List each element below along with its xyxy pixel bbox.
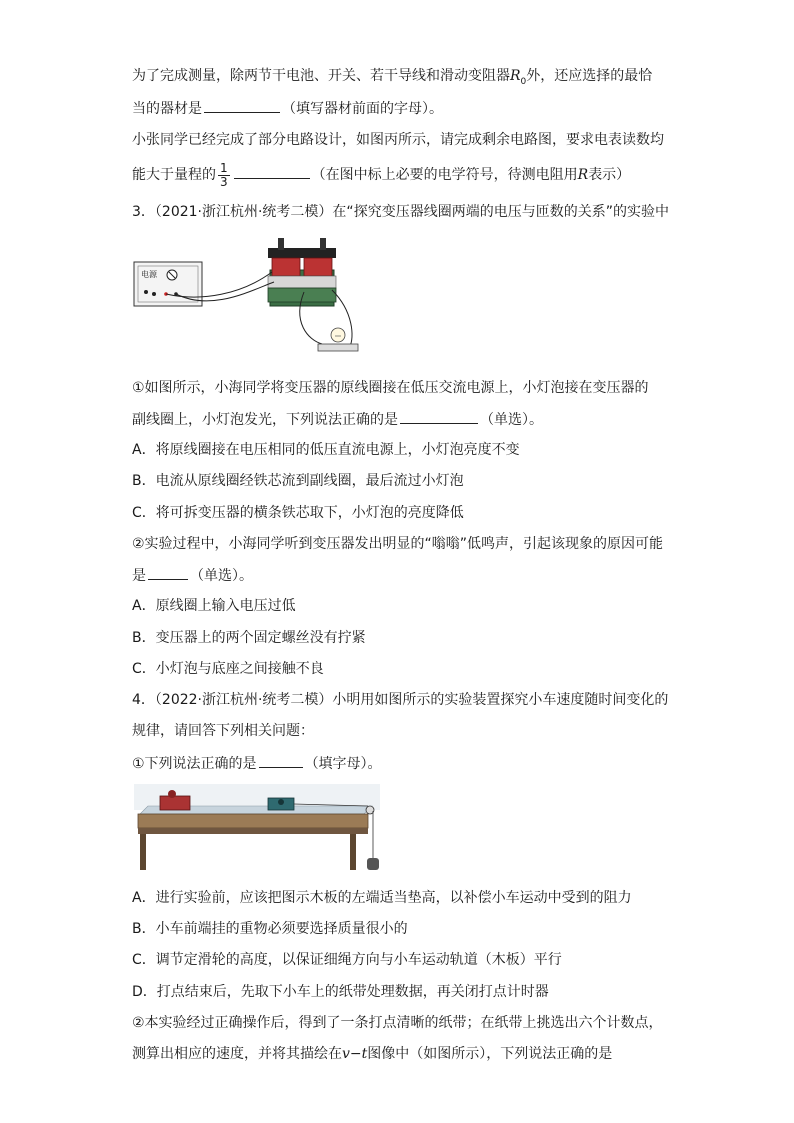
q3-text: （单选）。 [190, 568, 253, 584]
option-text: C．小灯泡与底座之间接触不良 [132, 661, 324, 677]
resistor-symbol: R [510, 68, 521, 84]
cart-weight [278, 799, 284, 805]
option-text: C．调节定滑轮的高度，以保证细绳方向与小车运动轨道（木板）平行 [132, 952, 562, 968]
option-text: B．小车前端挂的重物必须要选择质量很小的 [132, 921, 408, 937]
q4-title-line-1 [132, 690, 668, 710]
answer-blank[interactable] [259, 753, 303, 768]
timer-icon [160, 796, 190, 810]
q4-text: ②本实验经过正确操作后，得到了一条打点清晰的纸带；在纸带上挑选出六个计数点， [132, 1015, 663, 1031]
secondary-coil [304, 258, 332, 276]
terminal-icon [144, 290, 148, 294]
option-text: B．电流从原线圈经铁芯流到副线圈，最后流过小灯泡 [132, 473, 464, 489]
q3-text: 是 [132, 568, 146, 584]
table-leg [350, 834, 356, 870]
terminal-icon [152, 292, 156, 296]
screw-icon [278, 238, 284, 250]
vt-symbol: v−t [342, 1046, 368, 1062]
q2-line-4 [132, 160, 630, 190]
q4-text: ①下列说法正确的是 [132, 756, 257, 772]
fraction [218, 162, 230, 189]
q2-text: （填写器材前面的字母）。 [282, 101, 443, 117]
q4-part2-line-1 [132, 1013, 663, 1033]
power-supply-label: 电源 [141, 270, 157, 279]
q4-text: 图像中（如图所示），下列说法正确的是 [367, 1046, 613, 1062]
q3-text: （单选）。 [480, 412, 543, 428]
answer-blank[interactable] [400, 409, 478, 424]
q3-option2-c[interactable] [132, 659, 324, 679]
q2-text: 为了完成测量，除两节干电池、开关、若干导线和滑动变阻器 [132, 68, 510, 84]
q2-text: （在图中标上必要的电学符号，待测电阻用 [311, 167, 578, 183]
q3-option2-a[interactable] [132, 596, 296, 616]
q3-part1-line-1 [132, 378, 649, 398]
bulb-base [318, 344, 358, 351]
q4-option-a[interactable] [132, 888, 632, 908]
q3-part2-line-1 [132, 534, 663, 554]
q2-text: 小张同学已经完成了部分电路设计，如图丙所示，请完成剩余电路图，要求电表读数均 [132, 132, 664, 148]
q4-part2-line-2 [132, 1044, 612, 1064]
q2-text: 能大于量程的 [132, 167, 216, 183]
q2-text: 当的器材是 [132, 101, 202, 117]
bulb-icon [331, 328, 345, 342]
q4-part1-line [132, 753, 382, 774]
q4-title-line-2 [132, 721, 314, 741]
q2-line-3 [132, 130, 664, 150]
q2-text: 外，还应选择的最恰 [526, 68, 653, 84]
option-text: A．原线圈上输入电压过低 [132, 598, 296, 614]
q3-option-b[interactable] [132, 471, 464, 491]
option-text: C．将可拆变压器的横条铁芯取下，小灯泡的亮度降低 [132, 505, 464, 521]
q4-option-d[interactable] [132, 982, 549, 1002]
option-text: A．进行实验前，应该把图示木板的左端适当垫高，以补偿小车运动中受到的阻力 [132, 890, 632, 906]
transformer-base [268, 276, 336, 288]
fraction-numerator: 1 [220, 160, 228, 175]
primary-coil [272, 258, 300, 276]
q3-option2-b[interactable] [132, 628, 366, 648]
transformer-figure [132, 232, 372, 362]
option-text: B．变压器上的两个固定螺丝没有拧紧 [132, 630, 366, 646]
q3-option-a[interactable] [132, 440, 520, 460]
q4-option-c[interactable] [132, 950, 562, 970]
q3-option-c[interactable] [132, 503, 464, 523]
fraction-denominator: 3 [220, 174, 228, 189]
q4-title-text: 规律，请回答下列相关问题： [132, 723, 314, 739]
q3-title [132, 202, 669, 222]
q3-text: ①如图所示，小海同学将变压器的原线圈接在低压交流电源上，小灯泡接在变压器的 [132, 380, 649, 396]
weight-icon [367, 858, 379, 870]
option-text: A．将原线圈接在电压相同的低压直流电源上，小灯泡亮度不变 [132, 442, 520, 458]
q3-text: 副线圈上，小灯泡发光，下列说法正确的是 [132, 412, 398, 428]
resistor-subscript: 0 [520, 76, 527, 87]
cart-track-figure [132, 784, 382, 876]
answer-blank[interactable] [234, 164, 310, 179]
transformer-lower-core [268, 288, 336, 302]
resistor-symbol: R [577, 167, 589, 183]
answer-blank[interactable] [148, 565, 188, 580]
q3-part1-line-2 [132, 409, 543, 430]
timer-knob [168, 790, 176, 798]
q4-title-text: 4．（2022·浙江杭州·统考二模）小明用如图所示的实验装置探究小车速度随时间变化的 [132, 692, 669, 708]
wooden-board [138, 814, 368, 828]
q3-title-text: 3．（2021·浙江杭州·统考二模）在“探究变压器线圈两端的电压与匝数的关系”的实验中 [132, 204, 669, 220]
board-edge [138, 828, 368, 834]
table-leg [140, 834, 146, 870]
option-text: D．打点结束后，先取下小车上的纸带处理数据，再关闭打点计时器 [132, 984, 549, 1000]
q4-text: 测算出相应的速度，并将其描绘在 [132, 1046, 342, 1062]
q3-text: ②实验过程中，小海同学听到变压器发出明显的“嗡嗡”低鸣声，引起该现象的原因可能 [132, 536, 664, 552]
q2-line-1 [132, 66, 652, 92]
q2-text: 表示） [588, 167, 631, 183]
q2-line-2 [132, 98, 443, 119]
screw-icon [320, 238, 326, 250]
q3-part2-line-2 [132, 565, 253, 586]
q4-text: （填字母）。 [304, 756, 382, 772]
q4-option-b[interactable] [132, 919, 408, 939]
answer-blank[interactable] [204, 98, 280, 113]
